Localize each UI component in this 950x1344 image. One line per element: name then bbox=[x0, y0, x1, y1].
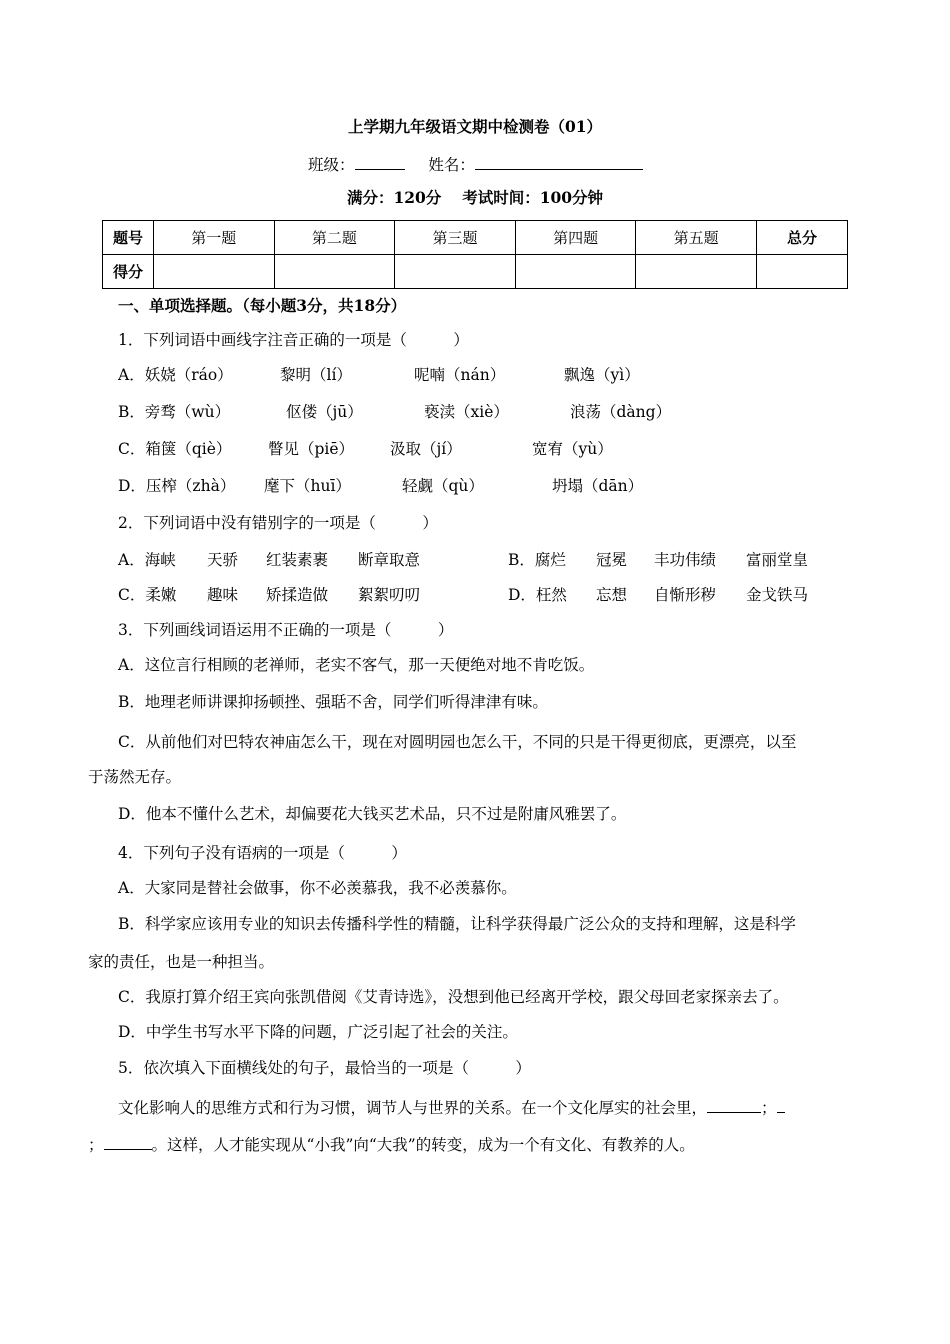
q2-option-a-4: 断章取意 bbox=[358, 551, 421, 569]
q1-option-a-3: 呢喃（nán） bbox=[414, 366, 506, 384]
q1-option-b-4: 浪荡（dàng） bbox=[570, 403, 672, 421]
score-table-score-row bbox=[103, 255, 848, 289]
q4-option-a: A．大家同是替社会做事，你不必羡慕我，我不必羡慕你。 bbox=[118, 879, 517, 897]
q5-stem: 5．依次填入下面横线处的句子，最恰当的一项是（ ） bbox=[118, 1059, 531, 1077]
col-q2: 第二题 bbox=[274, 221, 395, 255]
section-heading: 一、单项选择题。（每小题3分，共18分） bbox=[118, 296, 407, 315]
name-blank[interactable] bbox=[475, 153, 643, 170]
q1-option-c-4: 宽宥（yù） bbox=[532, 440, 613, 458]
q1-option-c-3: 汲取（jí） bbox=[390, 440, 462, 458]
col-total: 总分 bbox=[757, 221, 848, 255]
student-info bbox=[308, 153, 643, 175]
q4-option-b-line2: 家的责任，也是一种担当。 bbox=[88, 953, 275, 971]
class-blank[interactable] bbox=[355, 153, 405, 170]
score-cell[interactable] bbox=[757, 255, 848, 289]
q2-option-d-3: 自惭形秽 bbox=[654, 586, 717, 604]
q2-option-d-2: 忘想 bbox=[596, 586, 628, 604]
q1-option-d-1: D．压榨（zhà） bbox=[118, 477, 236, 495]
q2-option-b-3: 丰功伟绩 bbox=[654, 551, 717, 569]
q2-option-a-3: 红装素裹 bbox=[266, 551, 329, 569]
exam-meta: 满分：120分 考试时间：100分钟 bbox=[346, 188, 604, 207]
q2-option-d-4: 金戈铁马 bbox=[746, 586, 809, 604]
q5-passage-line2: ； 。这样，人才能实现从“小我”向“大我”的转变，成为一个有文化、有教养的人。 bbox=[88, 1133, 695, 1155]
q5-passage-text2: 。这样，人才能实现从“小我”向“大我”的转变，成为一个有文化、有教养的人。 bbox=[151, 1136, 695, 1154]
q2-option-a-2: 天骄 bbox=[207, 551, 239, 569]
q1-option-a-4: 飘逸（yì） bbox=[564, 366, 640, 384]
q3-option-d: D．他本不懂什么艺术，却偏要花大钱买艺术品，只不过是附庸风雅罢了。 bbox=[118, 805, 627, 823]
q5-blank-3[interactable] bbox=[104, 1133, 152, 1150]
q2-option-c-2: 趣味 bbox=[207, 586, 239, 604]
score-table bbox=[102, 220, 848, 289]
q1-option-b-3: 亵渎（xiè） bbox=[424, 403, 509, 421]
q2-option-c-1: C．柔嫩 bbox=[118, 586, 177, 604]
q4-option-d: D．中学生书写水平下降的问题，广泛引起了社会的关注。 bbox=[118, 1023, 518, 1041]
q2-option-b-4: 富丽堂皇 bbox=[746, 551, 809, 569]
q3-option-c-line1: C．从前他们对巴特农神庙怎么干，现在对圆明园也怎么干，不同的只是干得更彻底，更漂亮，以至 bbox=[118, 733, 797, 751]
q2-option-a-1: A．海峡 bbox=[118, 551, 176, 569]
q4-stem: 4．下列句子没有语病的一项是（ ） bbox=[118, 844, 407, 862]
q5-passage-text1: 文化影响人的思维方式和行为习惯，调节人与世界的关系。在一个文化厚实的社会里， bbox=[118, 1099, 708, 1117]
score-cell[interactable] bbox=[395, 255, 516, 289]
row-head-number: 题号 bbox=[103, 221, 154, 255]
q2-option-b-2: 冠冕 bbox=[596, 551, 628, 569]
q5-passage-line1: 文化影响人的思维方式和行为习惯，调节人与世界的关系。在一个文化厚实的社会里， ； bbox=[118, 1096, 785, 1118]
q1-option-c-2: 瞥见（piē） bbox=[268, 440, 355, 458]
col-q5: 第五题 bbox=[636, 221, 757, 255]
q1-stem: 1．下列词语中画线字注音正确的一项是（ ） bbox=[118, 331, 469, 349]
score-cell[interactable] bbox=[154, 255, 275, 289]
q3-option-a: A．这位言行相顾的老禅师，老实不客气，那一天便绝对地不肯吃饭。 bbox=[118, 656, 595, 674]
q1-option-a-1: A．妖娆（ráo） bbox=[118, 366, 233, 384]
score-cell[interactable] bbox=[274, 255, 395, 289]
q2-option-b-1: B．腐烂 bbox=[508, 551, 566, 569]
q2-option-d-1: D．枉然 bbox=[508, 586, 567, 604]
col-q1: 第一题 bbox=[154, 221, 275, 255]
score-cell[interactable] bbox=[636, 255, 757, 289]
q5-blank-2-start[interactable] bbox=[777, 1096, 785, 1113]
score-table-header-row bbox=[103, 221, 848, 255]
q4-option-b-line1: B．科学家应该用专业的知识去传播科学性的精髓，让科学获得最广泛公众的支持和理解，这是科学 bbox=[118, 915, 796, 933]
q1-option-b-2: 伛偻（jū） bbox=[286, 403, 363, 421]
row-head-score: 得分 bbox=[103, 255, 154, 289]
q3-stem: 3．下列画线词语运用不正确的一项是（ ） bbox=[118, 621, 454, 639]
q1-option-a-2: 黎明（lí） bbox=[280, 366, 352, 384]
q2-option-c-3: 矫揉造做 bbox=[266, 586, 329, 604]
q1-option-d-2: 麾下（huī） bbox=[264, 477, 351, 495]
q1-option-d-3: 轻觑（qù） bbox=[402, 477, 484, 495]
q4-option-c: C．我原打算介绍王宾向张凯借阅《艾青诗选》，没想到他已经离开学校，跟父母回老家探亲去了。 bbox=[118, 988, 789, 1006]
q1-option-b-1: B．旁骛（wù） bbox=[118, 403, 231, 421]
q2-option-c-4: 絮絮叨叨 bbox=[358, 586, 421, 604]
col-q4: 第四题 bbox=[515, 221, 636, 255]
class-label: 班级： bbox=[308, 156, 355, 174]
page-title: 上学期九年级语文期中检测卷（01） bbox=[347, 117, 603, 136]
q1-option-d-4: 坍塌（dān） bbox=[552, 477, 644, 495]
q3-option-b: B．地理老师讲课抑扬顿挫、强聒不舍，同学们听得津津有味。 bbox=[118, 693, 548, 711]
q2-stem: 2．下列词语中没有错别字的一项是（ ） bbox=[118, 514, 438, 532]
score-cell[interactable] bbox=[515, 255, 636, 289]
q1-option-c-1: C．箱箧（qiè） bbox=[118, 440, 232, 458]
q5-blank-1[interactable] bbox=[707, 1096, 761, 1113]
q3-option-c-line2: 于荡然无存。 bbox=[88, 768, 182, 786]
name-label: 姓名： bbox=[428, 156, 475, 174]
col-q3: 第三题 bbox=[395, 221, 516, 255]
